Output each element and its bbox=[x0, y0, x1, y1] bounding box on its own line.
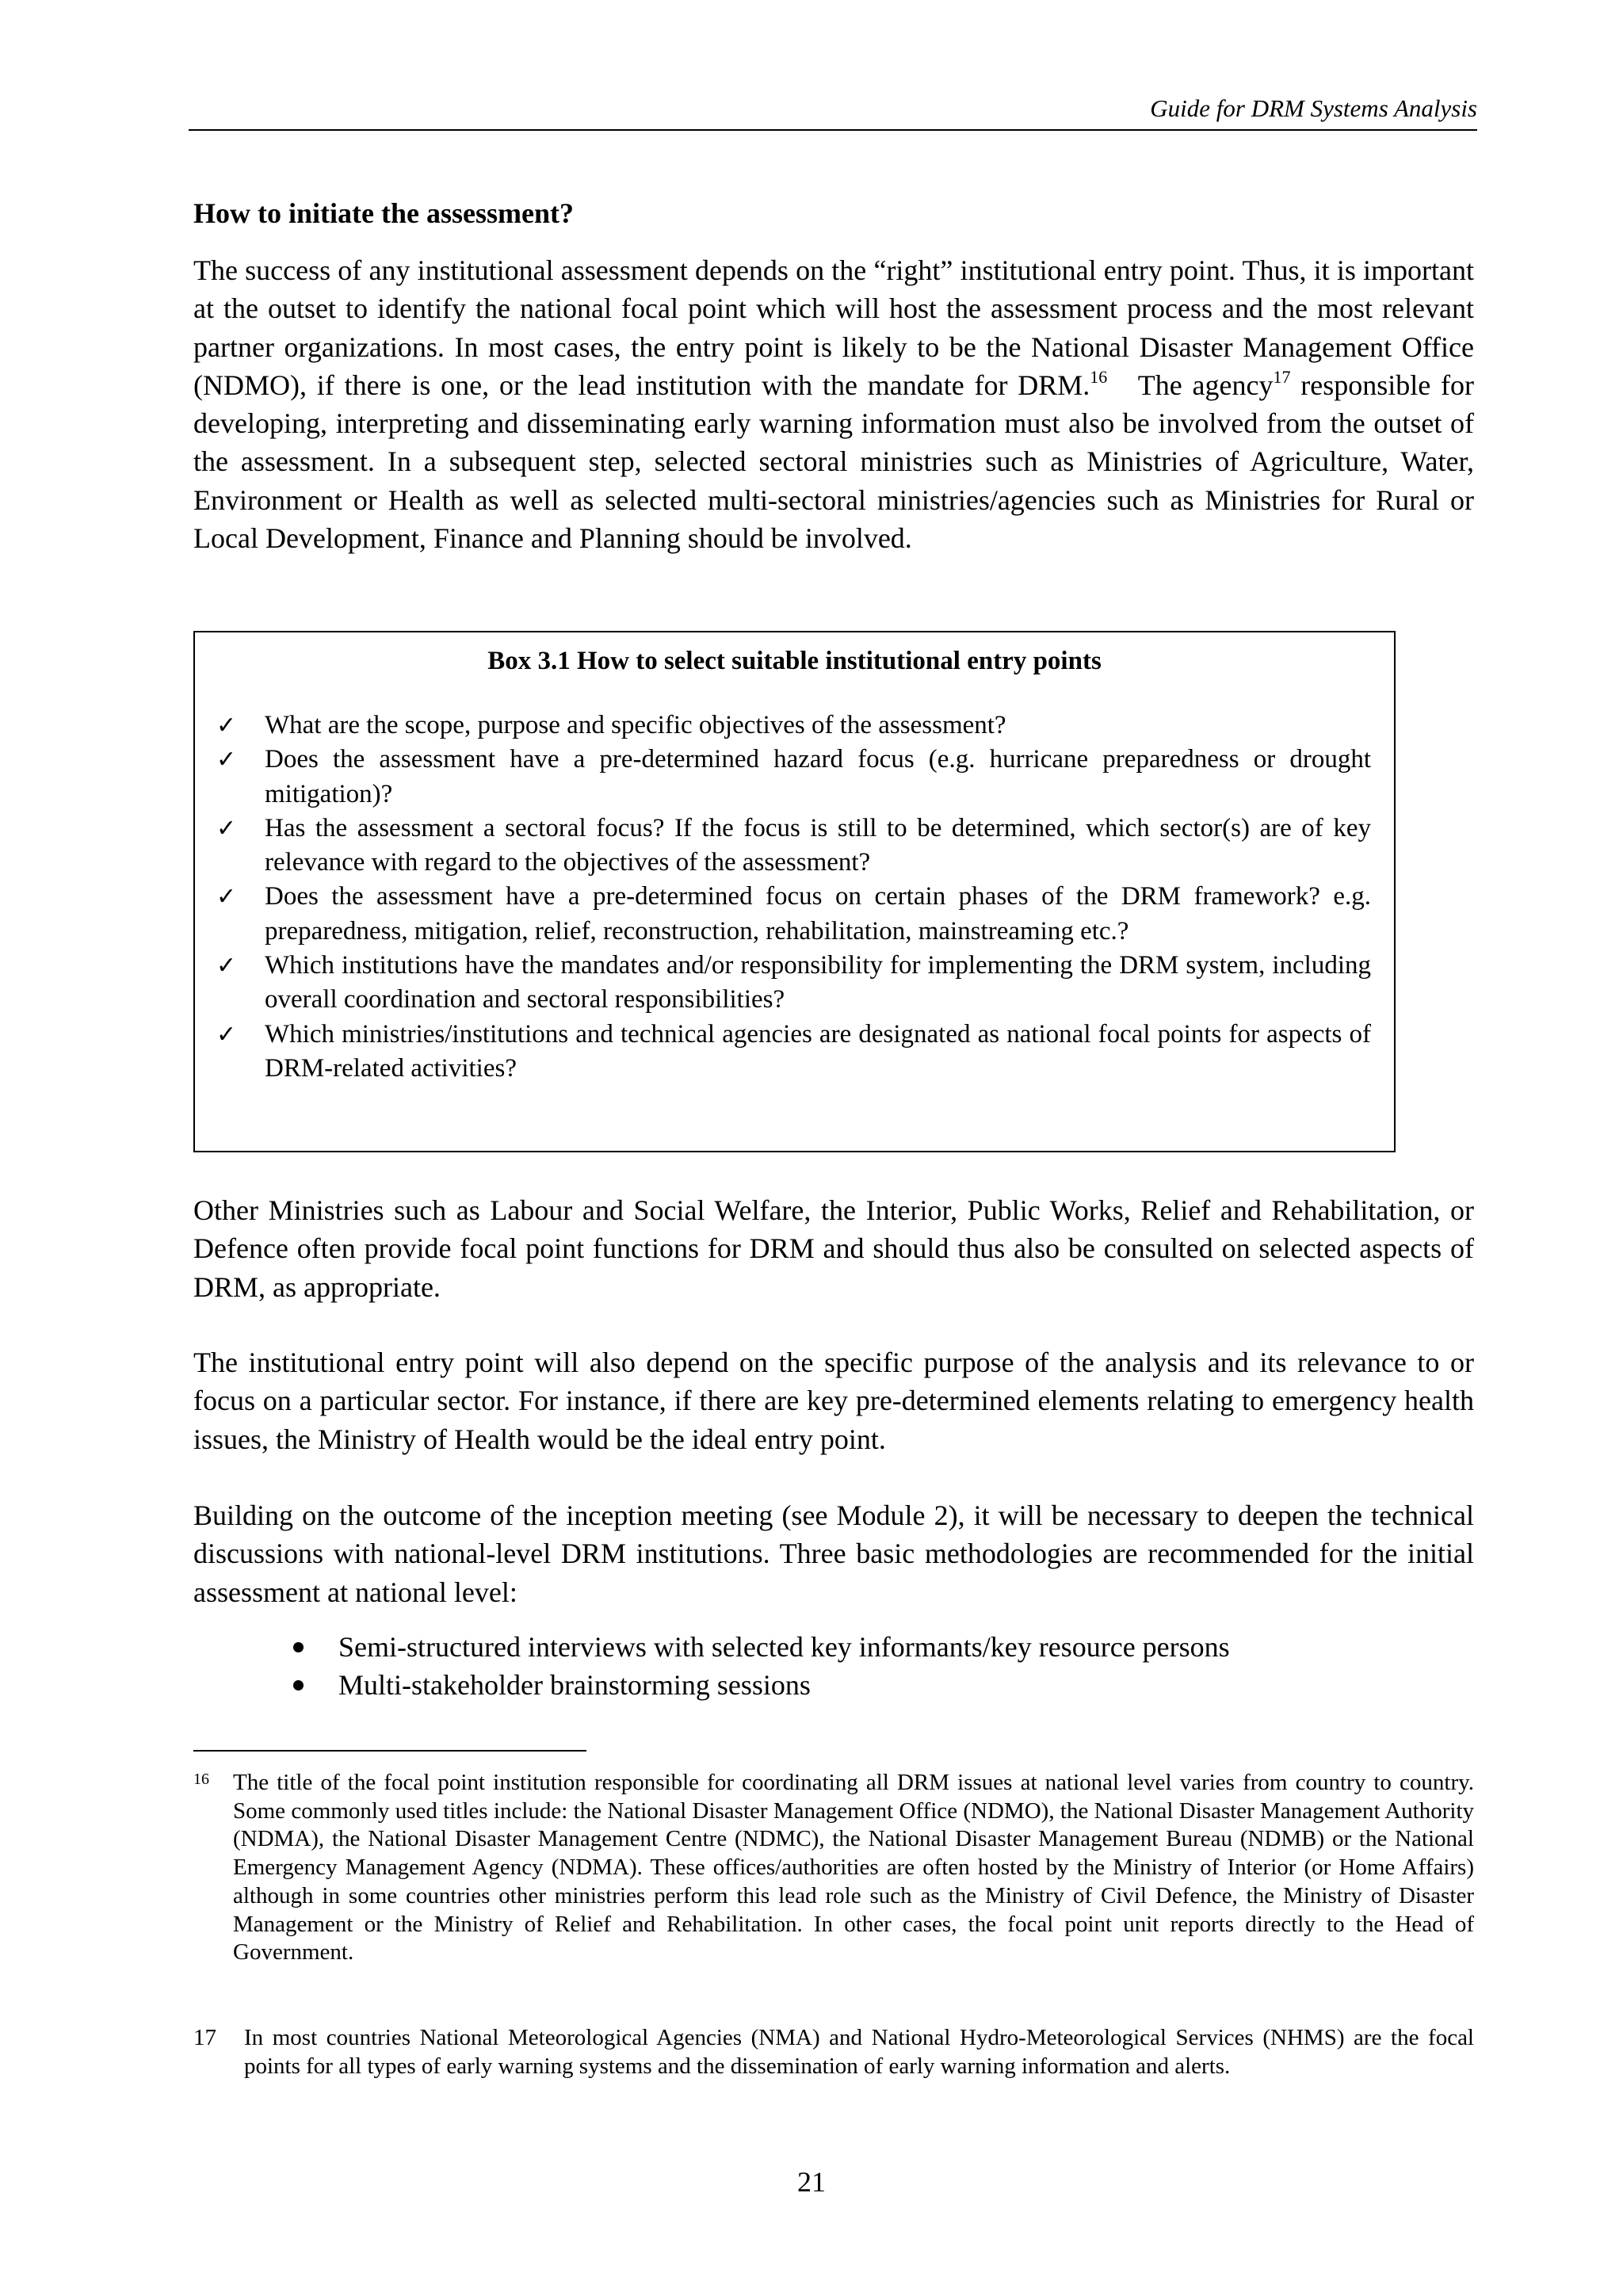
bullet-icon bbox=[293, 1642, 304, 1652]
footnote-number: 16 bbox=[193, 1771, 209, 1788]
footnote-16 bbox=[193, 1769, 1474, 1967]
ministries-paragraph: Other Ministries such as Labour and Social Welfare, the Interior, Public Works, Relief and Rehabilitation, or Defence often provide focal point functions for DRM and should thus also be consulted on selected aspects of DRM, as appropriate. bbox=[193, 1194, 1474, 1303]
checklist-item-text: Which institutions have the mandates and/or responsibility for implementing the DRM system, including overall coordination and sectoral responsibilities? bbox=[265, 951, 1371, 1014]
footnote-ref-17[interactable]: 17 bbox=[1273, 366, 1291, 387]
checklist-item bbox=[195, 1018, 1384, 1087]
intro-text-part3: responsible for developing, interpreting and disseminating early warning information must also be involved from the outset of the assessment. In a subsequent step, selected sectoral ministries such as Ministries of Agriculture, Water, Environment or Health as well as selected multi-sectoral ministries/agencies such as Ministries for Rural or Local Development, Finance and Planning should be involved. bbox=[193, 369, 1475, 555]
list-item-text: Multi-stakeholder brainstorming sessions bbox=[338, 1669, 811, 1701]
checklist-item-text: What are the scope, purpose and specific objectives of the assessment? bbox=[265, 711, 1006, 739]
checkmark-icon: ✓ bbox=[216, 883, 237, 911]
checklist-item-text: Does the assessment have a pre-determined focus on certain phases of the DRM framework? e.g. preparedness, mitigation, relief, reconstruction, rehabilitation, mainstreaming etc.? bbox=[265, 882, 1371, 946]
footnote-ref-16[interactable]: 16 bbox=[1090, 366, 1108, 387]
footnote-text: The title of the focal point institution responsible for coordinating all DRM issues at national level varies from country to country. Some commonly used titles include: the National Disaster Management Office (NDMO), the National Disaster Management Authority (NDMA), the National Disaster Management Centre (NDMC), the National Disaster Management Bureau (NDMB) or the National Emergency Management Agency (NDMA). These offices/authorities are often hosted by the Ministry of Interior (or Home Affairs) although in some countries other ministries perform this lead role such as the Ministry of Civil Defence, the Ministry of Disaster Management or the Ministry of Relief and Rehabilitation. In other cases, the focal point unit reports directly to the Head of Government. bbox=[233, 1770, 1474, 1966]
running-header: Guide for DRM Systems Analysis bbox=[189, 94, 1477, 131]
checkmark-icon: ✓ bbox=[216, 746, 237, 774]
entry-point-paragraph: The institutional entry point will also depend on the specific purpose of the analysis and its relevance to or focus on a particular sector. For instance, if there are key pre-determined elements relating to emergency health issues, the Ministry of Health would be the ideal entry point. bbox=[193, 1347, 1474, 1455]
checkmark-icon: ✓ bbox=[216, 952, 237, 980]
checkmark-icon: ✓ bbox=[216, 814, 237, 842]
bullet-icon bbox=[293, 1680, 304, 1690]
intro-text-part2: The agency bbox=[1137, 369, 1274, 401]
checklist-item bbox=[195, 709, 1384, 743]
list-item bbox=[289, 1666, 1230, 1704]
page-number: 21 bbox=[797, 2166, 826, 2198]
checkmark-icon: ✓ bbox=[216, 1020, 237, 1049]
checklist-item bbox=[195, 880, 1384, 949]
box-3-1 bbox=[193, 631, 1396, 1152]
section-heading: How to initiate the assessment? bbox=[193, 197, 574, 229]
checklist-item bbox=[195, 743, 1384, 812]
intro-paragraph bbox=[193, 251, 1474, 557]
footnote-number: 17 bbox=[193, 2025, 216, 2050]
list-item bbox=[289, 1628, 1230, 1666]
checkmark-icon: ✓ bbox=[216, 712, 237, 739]
footnote-separator bbox=[193, 1750, 586, 1752]
checklist-item-text: Has the assessment a sectoral focus? If the focus is still to be determined, which sector(s) are of key relevance with regard to the objectives of the assessment? bbox=[265, 813, 1371, 877]
checklist-item-text: Which ministries/institutions and technical agencies are designated as national focal points for aspects of DRM-related activities? bbox=[265, 1019, 1371, 1083]
checklist-item bbox=[195, 949, 1384, 1018]
list-item-text: Semi-structured interviews with selected key informants/key resource persons bbox=[338, 1631, 1230, 1663]
methodology-paragraph: Building on the outcome of the inception meeting (see Module 2), it will be necessary to deepen the technical discussions with national-level DRM institutions. Three basic methodologies are recommended for the initial assessment at national level: bbox=[193, 1499, 1474, 1608]
checklist-item bbox=[195, 812, 1384, 881]
box-title: Box 3.1 How to select suitable institutional entry points bbox=[487, 647, 1102, 675]
methodology-list bbox=[289, 1628, 1230, 1704]
checklist-item-text: Does the assessment have a pre-determined hazard focus (e.g. hurricane preparedness or drought mitigation)? bbox=[265, 745, 1371, 808]
footnote-text: In most countries National Meteorological Agencies (NMA) and National Hydro-Meteorological Services (NHMS) are the focal points for all types of early warning systems and the dissemination of early warning information and alerts. bbox=[244, 2025, 1474, 2079]
footnote-17 bbox=[193, 2024, 1474, 2080]
box-checklist bbox=[195, 709, 1384, 1086]
intro-text-part1: The success of any institutional assessment depends on the “right” institutional entry point. Thus, it is important at the outset to identify the national focal point which will host the assessment process and the most relevant partner organizations. In most cases, the entry point is likely to be the National Disaster Management Office (NDMO), if there is one, or the lead institution with the mandate for DRM. bbox=[193, 254, 1474, 401]
